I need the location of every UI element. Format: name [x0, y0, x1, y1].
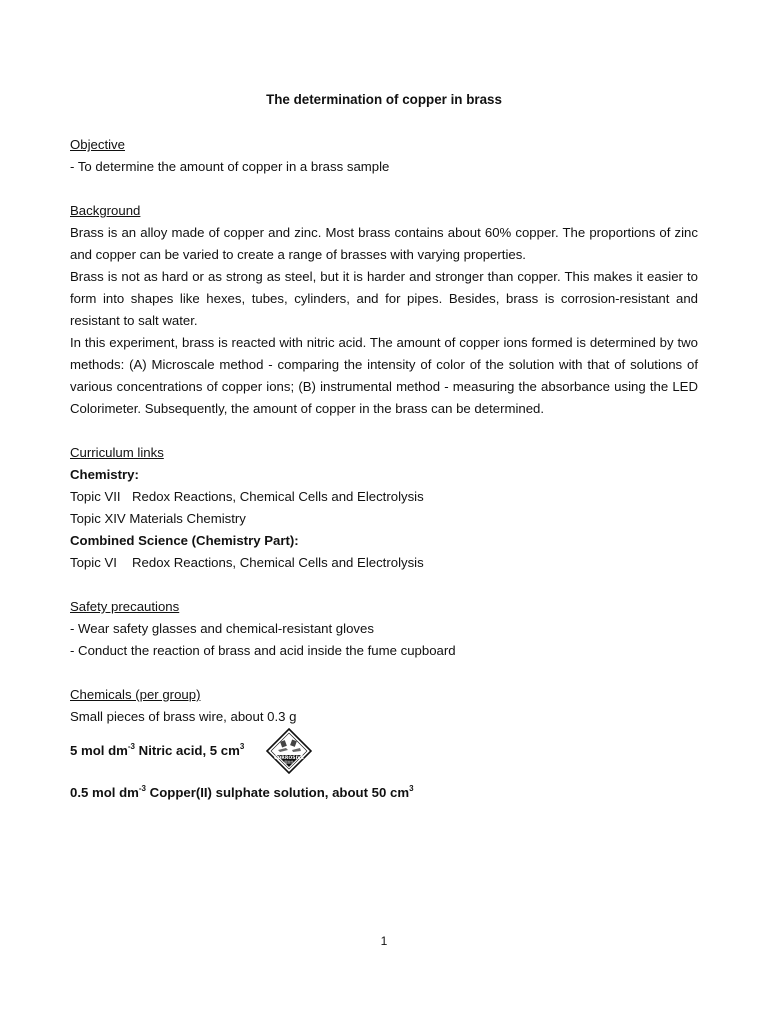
topic-number: Topic VII	[70, 489, 121, 504]
corrosive-hazard-icon	[266, 728, 312, 774]
background-paragraph-3: In this experiment, brass is reacted with nitric acid. The amount of copper ions formed is determined by two methods: (A) Microscale method - comparing the intensity of color of the solution with that of solutions of various concentrations of copper ions; (B) instrumental method - measuring the absorbance using the LED Colorimeter. Subsequently, the amount of copper in the brass can be determined.	[70, 335, 698, 416]
topic-number: Topic XIV	[70, 511, 126, 526]
chemical-brass: Small pieces of brass wire, about 0.3 g	[70, 709, 297, 724]
svg-text:CORROSIVE: CORROSIVE	[274, 756, 304, 761]
topic-row	[70, 552, 698, 574]
chemical-copper-sulphate: 0.5 mol $dm^{-3}$ Copper(II) sulphate solution, about 50 $cm^3$	[70, 784, 414, 800]
chemical-nitric: 5 mol $dm^{-3}$ Nitric acid, 5 $cm^3$	[70, 742, 245, 758]
chemicals-heading: Chemicals (per group)	[70, 687, 201, 702]
topic-name: Redox Reactions, Chemical Cells and Electrolysis	[132, 555, 424, 570]
document-title: The determination of copper in brass	[266, 92, 502, 107]
topic-row	[70, 508, 698, 530]
objective-heading: Objective	[70, 137, 125, 152]
page-number: 1	[380, 934, 388, 948]
safety-item: - Wear safety glasses and chemical-resistant gloves	[70, 621, 374, 636]
objective-item: - To determine the amount of copper in a brass sample	[70, 159, 390, 174]
safety-heading: Safety precautions	[70, 599, 180, 614]
topic-row	[70, 486, 698, 508]
curriculum-heading: Curriculum links	[70, 445, 164, 460]
document-body	[70, 134, 698, 804]
topic-name: Redox Reactions, Chemical Cells and Electrolysis	[132, 489, 424, 504]
safety-item: - Conduct the reaction of brass and acid inside the fume cupboard	[70, 643, 456, 658]
topic-number: Topic VI	[70, 555, 117, 570]
background-paragraph-1: Brass is an alloy made of copper and zinc. Most brass contains about 60% copper. The proportions of zinc and copper can be varied to create a range of brasses with varying properties.	[70, 225, 698, 262]
background-paragraph-2: Brass is not as hard or as strong as steel, but it is harder and stronger than copper. This makes it easier to form into shapes like hexes, tubes, cylinders, and for pipes. Besides, brass is corrosion-resistant and resistant to salt water.	[70, 269, 698, 328]
svg-text:腐蝕性: 腐蝕性	[283, 760, 295, 765]
combined-science-label: Combined Science (Chemistry Part):	[70, 533, 299, 548]
chemistry-label: Chemistry:	[70, 467, 139, 482]
background-heading: Background	[70, 203, 141, 218]
chemical-nitric-row	[70, 728, 698, 774]
topic-name: Materials Chemistry	[129, 511, 246, 526]
